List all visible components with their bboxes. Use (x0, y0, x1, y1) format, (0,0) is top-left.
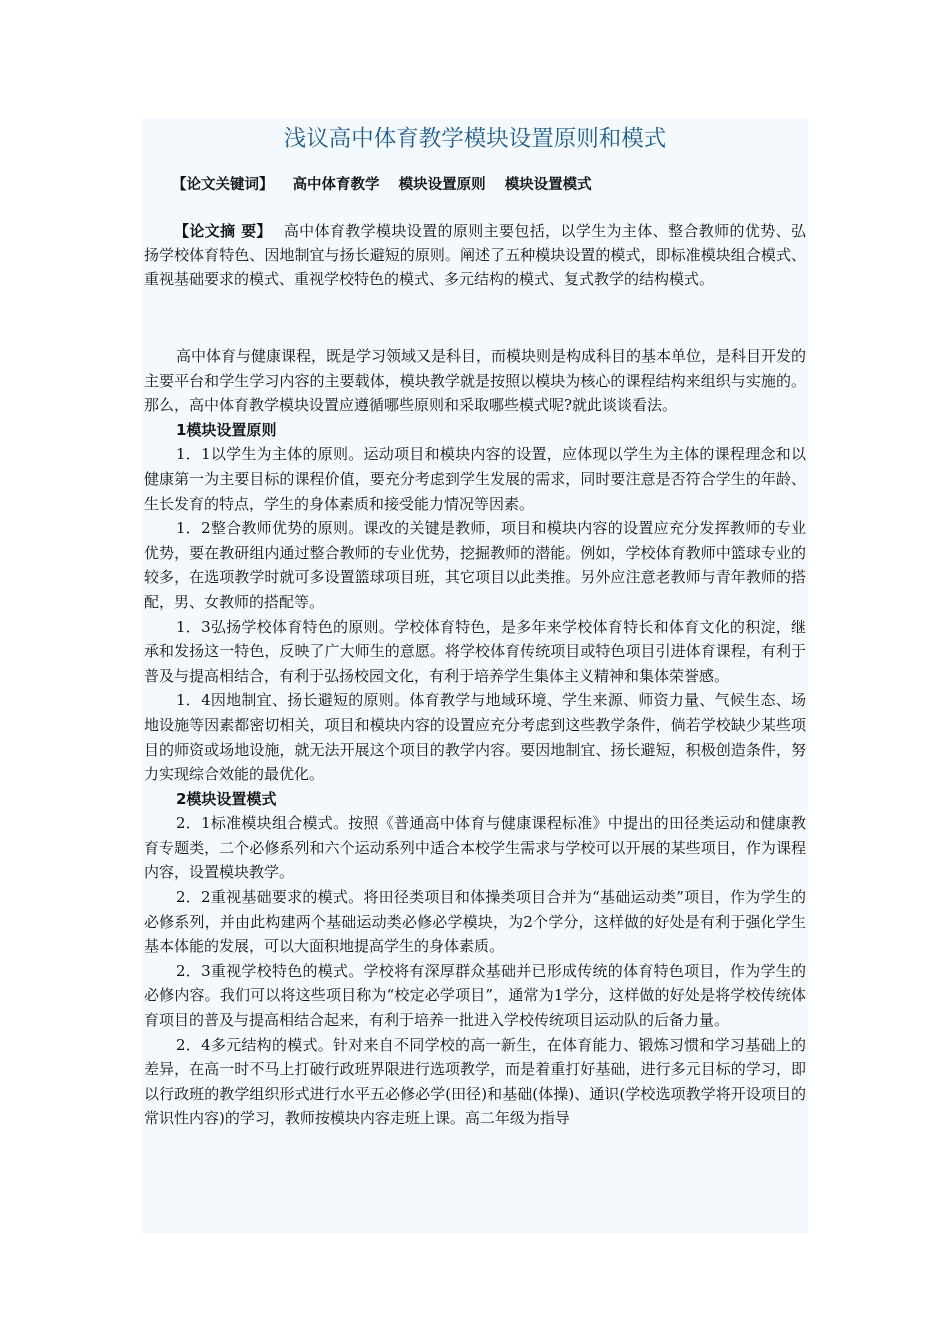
body-paragraph: 2．3重视学校特色的模式。学校将有深厚群众基础并已形成传统的体育特色项目，作为学生的必修内容。我们可以将这些项目称为“校定必学项目”，通常为1学分，这样做的好处是将学校传统体育项目的普及与提高相结合起来，有利于培养一批进入学校传统项目运动队的后备力量。 (144, 961, 806, 1030)
section-heading: 1模块设置原则 (176, 420, 277, 439)
intro-paragraph: 高中体育与健康课程，既是学习领域又是科目，而模块则是构成科目的基本单位，是科目开发的主要平台和学生学习内容的主要载体，模块教学就是按照以模块为核心的课程结构来组织与实施的。那么，高中体育教学模块设置应遵循哪些原则和采取哪些模式呢?就此谈谈看法。 (144, 347, 807, 415)
body-paragraph: 1．4因地制宜、扬长避短的原则。体育教学与地域环境、学生来源、师资力量、气候生态、场地设施等因素都密切相关，项目和模块内容的设置应充分考虑到这些教学条件，倘若学校缺少某些项目的师资或场地设施，就无法开展这个项目的教学内容。要因地制宜、扬长避短，积极创造条件，努力实现综合效能的最优化。 (144, 691, 806, 784)
keywords-line (172, 174, 592, 196)
body-paragraph: 2．1标准模块组合模式。按照《普通高中体育与健康课程标准》中提出的田径类运动和健康教育专题类，二个必修系列和六个运动系列中适合本校学生需求与学校可以开展的某些项目，作为课程内容，设置模块教学。 (144, 814, 806, 882)
keywords-label: 【论文关键词】 (172, 177, 274, 193)
body-paragraph: 1．3弘扬学校体育特色的原则。学校体育特色，是多年来学校体育特长和体育文化的积淀，继承和发扬这一特色，反映了广大师生的意愿。将学校体育传统项目或特色项目引进体育课程，有利于普及与提高相结合，有利于弘扬校园文化，有利于培养学生集体主义精神和集体荣誉感。 (144, 617, 806, 685)
body-paragraph: 2．2重视基础要求的模式。将田径类项目和体操类项目合并为“基础运动类”项目，作为学生的必修系列，并由此构建两个基础运动类必修必学模块，为2个学分，这样做的好处是有利于强化学生基本体能的发展，可以大面积地提高学生的身体素质。 (144, 888, 806, 956)
document-page (142, 118, 808, 1233)
abstract-text: 高中体育教学模块设置的原则主要包括，以学生为主体、整合教师的优势、弘扬学校体育特色、因地制宜与扬长避短的原则。阐述了五种模块设置的模式，即标准模块组合模式、重视基础要求的模式、重视学校特色的模式、多元结构的模式、复式教学的结构模式。 (144, 222, 806, 288)
keyword-item: 高中体育教学 (292, 177, 380, 193)
abstract-paragraph (144, 219, 806, 291)
body-paragraph: 1．1以学生为主体的原则。运动项目和模块内容的设置，应体现以学生为主体的课程理念和以健康第一为主要目标的课程价值，要充分考虑到学生发展的需求，同时要注意是否符合学生的年龄、生长发育的特点，学生的身体素质和接受能力情况等因素。 (144, 445, 806, 513)
keyword-item: 模块设置模式 (504, 177, 592, 193)
section-heading: 2模块设置模式 (176, 789, 277, 808)
body-paragraph: 2．4多元结构的模式。针对来自不同学校的高一新生，在体育能力、锻炼习惯和学习基础上的差异，在高一时不马上打破行政班界限进行选项教学，而是着重打好基础，进行多元目标的学习，即以行政班的教学组织形式进行水平五必修必学(田径)和基础(体操)、通识(学校选项教学将开设项目的常识性内容)的学习，教师按模块内容走班上课。高二年级为指导 (144, 1035, 806, 1128)
article-body (144, 344, 806, 1131)
keyword-item: 模块设置原则 (398, 177, 486, 193)
document-title: 浅议高中体育教学模块设置原则和模式 (283, 126, 667, 152)
body-paragraph: 1．2整合教师优势的原则。课改的关键是教师，项目和模块内容的设置应充分发挥教师的专业优势，要在教研组内通过整合教师的专业优势，挖掘教师的潜能。例如，学校体育教师中篮球专业的较多，在选项教学时就可多设置篮球项目班，其它项目以此类推。另外应注意老教师与青年教师的搭配，男、女教师的搭配等。 (144, 519, 806, 611)
abstract-label: 【论文摘 要】 (174, 222, 272, 240)
